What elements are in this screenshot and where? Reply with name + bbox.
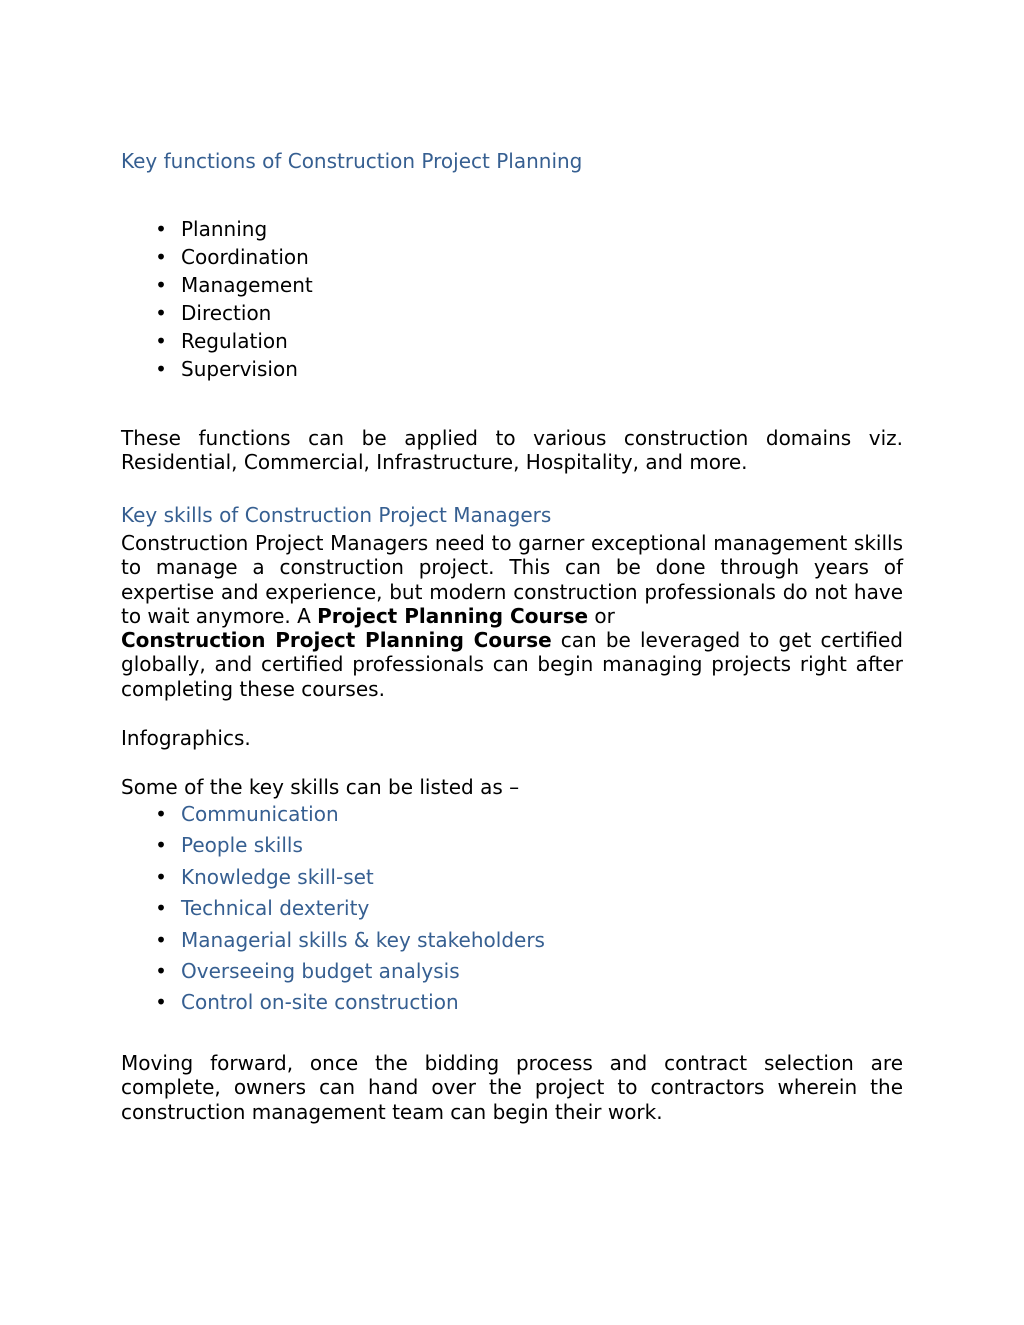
function-list-item — [121, 327, 313, 355]
skill-list-item — [121, 956, 545, 987]
document-page — [121, 0, 903, 1325]
function-list-item — [121, 355, 313, 383]
list-item-text: Managerial skills & key stakeholders — [181, 927, 545, 952]
infographics-label: Infographics. — [121, 726, 251, 750]
paragraph-moving-forward: Moving forward, once the bidding process and contract selection are complete, owners can hand over the project to contractors wherein the construction management team can begin their work. — [121, 1051, 903, 1124]
skill-list-item — [121, 987, 545, 1018]
list-item-text: Communication — [181, 802, 339, 826]
bullet-icon: • — [155, 245, 167, 269]
function-list-item — [121, 243, 313, 271]
list-item-text: Management — [181, 273, 313, 297]
construction-project-planning-course-text: Construction Project Planning Course — [121, 628, 552, 653]
bullet-icon: • — [155, 357, 167, 381]
skill-list-item — [121, 830, 545, 861]
bullet-icon: • — [155, 927, 167, 952]
list-item-text: Technical dexterity — [181, 896, 370, 921]
bullet-icon: • — [155, 833, 167, 858]
list-item-text: Direction — [181, 301, 272, 325]
bullet-icon: • — [155, 301, 167, 325]
skills-intro: Some of the key skills can be listed as – — [121, 775, 520, 799]
list-item-text: Overseeing budget analysis — [181, 958, 460, 983]
project-planning-course-text: Project Planning Course — [317, 603, 589, 628]
paragraph-domains: These functions can be applied to various construction domains viz. Residential, Commercial, Infrastructure, Hospitality, and more. — [121, 426, 903, 475]
list-item-text: Knowledge skill-set — [181, 864, 374, 889]
bullet-icon: • — [155, 958, 167, 983]
list-item-text: People skills — [181, 833, 303, 858]
skill-list-item — [121, 799, 545, 830]
functions-list — [121, 215, 313, 383]
skill-list-item — [121, 862, 545, 893]
list-item-text: Supervision — [181, 357, 298, 381]
paragraph-text-part-2: or — [588, 603, 615, 628]
function-list-item — [121, 299, 313, 327]
bullet-icon: • — [155, 329, 167, 353]
skill-list-item — [121, 925, 545, 956]
bullet-icon: • — [155, 273, 167, 297]
bullet-icon: • — [155, 802, 167, 826]
skills-list — [121, 799, 545, 1019]
list-item-text: Control on-site construction — [181, 990, 459, 1015]
skill-list-item — [121, 893, 545, 924]
list-item-text: Coordination — [181, 245, 309, 269]
paragraph-project-managers — [121, 531, 903, 701]
heading-key-skills: Key skills of Construction Project Managers — [121, 503, 552, 527]
paragraph-text-part-3: can be leveraged to get certified globally, and certified professionals can begin managing projects right after completing these courses. — [121, 628, 904, 701]
bullet-icon: • — [155, 990, 167, 1015]
heading-key-functions: Key functions of Construction Project Planning — [121, 149, 583, 173]
function-list-item — [121, 215, 313, 243]
bullet-icon: • — [155, 864, 167, 889]
function-list-item — [121, 271, 313, 299]
bullet-icon: • — [155, 217, 167, 241]
list-item-text: Regulation — [181, 329, 288, 353]
bullet-icon: • — [155, 896, 167, 921]
list-item-text: Planning — [181, 217, 268, 241]
paragraph-text-part-1: Construction Project Managers need to garner exceptional management skills to manage a construction project. This can be done through years of expertise and experience, but modern construction professionals do not have to wait anymore. A — [121, 531, 903, 628]
